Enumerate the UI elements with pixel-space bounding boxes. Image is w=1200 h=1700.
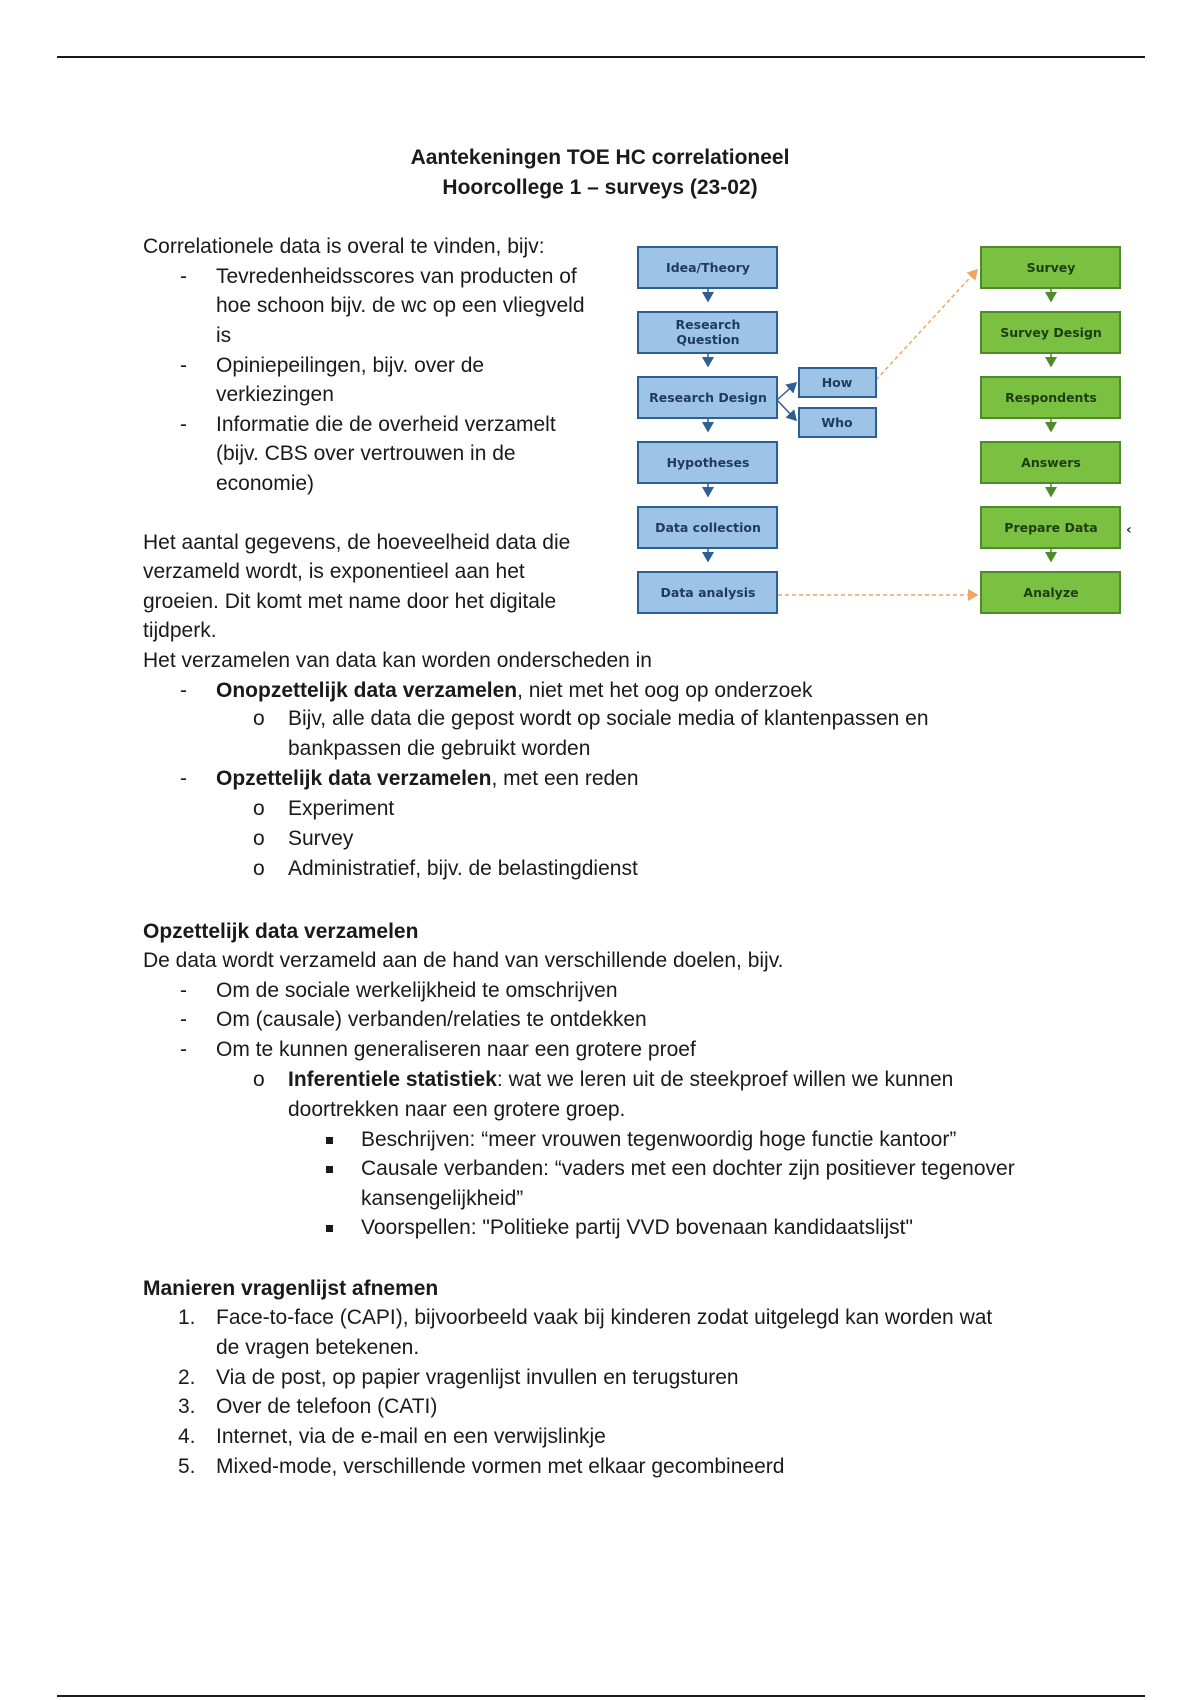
svg-text:Survey: Survey xyxy=(1026,260,1076,275)
page-subtitle: Hoorcollege 1 – surveys (23-02) xyxy=(442,176,758,199)
dash-marker: - xyxy=(180,1008,187,1031)
dash-marker: - xyxy=(180,979,187,1002)
split-lead: Het verzamelen van data kan worden onderscheden in xyxy=(143,649,652,672)
opzettelijk-rest: , met een reden xyxy=(491,767,639,790)
circle-marker: o xyxy=(253,707,265,730)
manier-3: Over de telefoon (CATI) xyxy=(216,1395,438,1418)
svg-text:Answers: Answers xyxy=(1021,455,1081,470)
top-rule xyxy=(57,56,1145,58)
svg-text:Prepare Data: Prepare Data xyxy=(1004,520,1098,535)
svg-text:Data collection: Data collection xyxy=(655,520,761,535)
inferentiele-rest: : wat we leren uit de steekproef willen we kunnen xyxy=(496,1068,954,1091)
dash-marker: - xyxy=(180,265,187,288)
box-research-question xyxy=(638,312,777,353)
intro-bullet-1-line-1: Tevredenheidsscores van producten of xyxy=(216,265,577,288)
intro-paragraph-line-1: Het aantal gegevens, de hoeveelheid data die xyxy=(143,531,571,554)
svg-text:Data analysis: Data analysis xyxy=(660,585,756,600)
manier-4: Internet, via de e-mail en een verwijslinkje xyxy=(216,1425,606,1448)
box-data-collection xyxy=(638,507,777,548)
manier-5: Mixed-mode, verschillende vormen met elkaar gecombineerd xyxy=(216,1455,785,1478)
survey-flow-diagram xyxy=(630,238,1130,628)
doel-bullet-2: Om (causale) verbanden/relaties te ontdekken xyxy=(216,1008,647,1031)
opzettelijk-bold: Opzettelijk data verzamelen xyxy=(216,767,492,790)
svg-text:Hypotheses: Hypotheses xyxy=(666,455,750,470)
arrow-connector xyxy=(777,383,796,400)
intro-bullet-3-line-2: (bijv. CBS over vertrouwen in de xyxy=(216,442,516,465)
section-heading-opzettelijk: Opzettelijk data verzamelen xyxy=(143,920,419,943)
dash-marker: - xyxy=(180,1038,187,1061)
box-answers xyxy=(981,442,1120,483)
onopzettelijk-sub-line-1: Bijv, alle data die gepost wordt op sociale media of klantenpassen en xyxy=(288,707,929,730)
manier-1-line-2: de vragen betekenen. xyxy=(216,1336,420,1359)
list-number: 2. xyxy=(178,1366,196,1389)
dash-marker: - xyxy=(180,767,187,790)
onopzettelijk-rest: , niet met het oog op onderzoek xyxy=(517,679,813,702)
svg-text:Respondents: Respondents xyxy=(1005,390,1097,405)
box-hypotheses xyxy=(638,442,777,483)
svg-text:Who: Who xyxy=(821,415,853,430)
box-research-design xyxy=(638,377,777,418)
box-survey xyxy=(981,247,1120,288)
square-bullet-icon xyxy=(326,1137,333,1144)
square-bullet-icon xyxy=(326,1166,333,1173)
intro-paragraph-line-2: verzameld wordt, is exponentieel aan het xyxy=(143,560,525,583)
intro-bullet-1-line-3: is xyxy=(216,324,232,347)
dash-marker: - xyxy=(180,413,187,436)
list-number: 3. xyxy=(178,1395,196,1418)
arrow-connector xyxy=(777,400,796,420)
circle-marker: o xyxy=(253,857,265,880)
box-prepare-data xyxy=(981,507,1120,548)
example-beschrijven: Beschrijven: “meer vrouwen tegenwoordig hoge functie kantoor” xyxy=(361,1128,957,1151)
svg-text:Research Design: Research Design xyxy=(649,390,767,405)
onopzettelijk-line xyxy=(216,676,812,706)
onopzettelijk-bold: Onopzettelijk data verzamelen xyxy=(216,679,518,702)
example-causaal-line-1: Causale verbanden: “vaders met een dochter zijn positiever tegenover xyxy=(361,1157,1015,1180)
opzettelijk-line xyxy=(216,764,639,794)
manier-2: Via de post, op papier vragenlijst invullen en terugsturen xyxy=(216,1366,739,1389)
list-number: 1. xyxy=(178,1306,196,1329)
opzettelijk-sub-experiment: Experiment xyxy=(288,797,395,820)
box-data-analysis xyxy=(638,572,777,613)
doel-bullet-1: Om de sociale werkelijkheid te omschrijven xyxy=(216,979,618,1002)
opzettelijk-sub-administratief: Administratief, bijv. de belastingdienst xyxy=(288,857,638,880)
opzettelijk-sub-survey: Survey xyxy=(288,827,354,850)
intro-paragraph-line-3: groeien. Dit komt met name door het digitale xyxy=(143,590,557,613)
bottom-rule xyxy=(57,1695,1145,1697)
inferentiele-line-1 xyxy=(288,1065,953,1095)
svg-text:How: How xyxy=(821,375,853,390)
intro-bullet-3-line-3: economie) xyxy=(216,472,315,495)
svg-text:Question: Question xyxy=(676,332,740,347)
dash-marker: - xyxy=(180,354,187,377)
section-heading-manieren: Manieren vragenlijst afnemen xyxy=(143,1277,439,1300)
manier-1-line-1: Face-to-face (CAPI), bijvoorbeeld vaak bij kinderen zodat uitgelegd kan worden wat xyxy=(216,1306,993,1329)
box-idea-theory xyxy=(638,247,777,288)
box-analyze xyxy=(981,572,1120,613)
intro-bullet-2-line-2: verkiezingen xyxy=(216,383,334,406)
page-title: Aantekeningen TOE HC correlationeel xyxy=(410,146,790,169)
box-how xyxy=(799,368,876,397)
onopzettelijk-sub-line-2: bankpassen die gebruikt worden xyxy=(288,737,591,760)
circle-marker: o xyxy=(253,797,265,820)
list-number: 4. xyxy=(178,1425,196,1448)
circle-marker: o xyxy=(253,827,265,850)
svg-text:Analyze: Analyze xyxy=(1023,585,1079,600)
svg-text:Research: Research xyxy=(675,317,741,332)
intro-bullet-3-line-1: Informatie die de overheid verzamelt xyxy=(216,413,556,436)
circle-marker: o xyxy=(253,1068,265,1091)
square-bullet-icon xyxy=(326,1225,333,1232)
intro-lead: Correlationele data is overal te vinden, bijv: xyxy=(143,235,545,258)
section2-lead: De data wordt verzameld aan de hand van verschillende doelen, bijv. xyxy=(143,949,784,972)
svg-text:Idea/Theory: Idea/Theory xyxy=(666,260,750,275)
list-number: 5. xyxy=(178,1455,196,1478)
dash-marker: - xyxy=(180,679,187,702)
inferentiele-line-2: doortrekken naar een grotere groep. xyxy=(288,1098,626,1121)
box-survey-design xyxy=(981,312,1120,353)
example-voorspellen: Voorspellen: "Politieke partij VVD bovenaan kandidaatslijst" xyxy=(361,1216,913,1239)
example-causaal-line-2: kansengelijkheid” xyxy=(361,1187,524,1210)
intro-paragraph-line-4: tijdperk. xyxy=(143,619,217,642)
doel-bullet-3: Om te kunnen generaliseren naar een grotere proef xyxy=(216,1038,696,1061)
intro-bullet-2-line-1: Opiniepeilingen, bijv. over de xyxy=(216,354,485,377)
box-respondents xyxy=(981,377,1120,418)
edge-chevron-mark: ‹ xyxy=(1126,522,1132,538)
box-who xyxy=(799,408,876,437)
svg-text:Survey Design: Survey Design xyxy=(1000,325,1102,340)
inferentiele-bold: Inferentiele statistiek xyxy=(288,1068,497,1091)
dashed-arrow-how-survey xyxy=(876,270,977,380)
intro-bullet-1-line-2: hoe schoon bijv. de wc op een vliegveld xyxy=(216,294,585,317)
